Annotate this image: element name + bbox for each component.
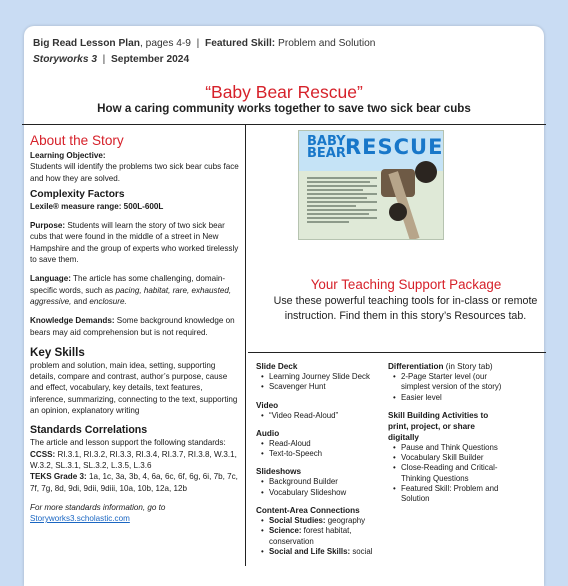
more-info-text: For more standards information, go to xyxy=(30,503,165,512)
thumbnail-title-word2: RESCUE xyxy=(345,135,443,159)
lexile-range: Lexile® measure range: 500L-600L xyxy=(30,202,163,211)
language-label: Language: xyxy=(30,274,71,283)
story-title: “Baby Bear Rescue” xyxy=(0,82,568,103)
magazine-name: Storyworks 3 xyxy=(33,54,97,65)
meta-line-2 xyxy=(33,52,375,68)
about-story-column xyxy=(30,132,240,524)
resource-link[interactable]: • Vocabulary Slideshow xyxy=(269,488,386,498)
resource-heading: Slideshows xyxy=(256,466,386,477)
knowledge-paragraph xyxy=(30,315,240,338)
about-heading: About the Story xyxy=(30,132,240,150)
resources-left-column xyxy=(256,361,386,557)
resource-link[interactable]: • Close-Reading and Critical-Thinking Questions xyxy=(401,463,508,484)
divider-horizontal xyxy=(248,352,546,353)
pages-range: , pages 4-9 xyxy=(140,38,191,49)
resource-link[interactable]: • Background Builder xyxy=(269,477,386,487)
resource-link[interactable]: • Learning Journey Slide Deck xyxy=(269,372,386,382)
featured-skill-value: Problem and Solution xyxy=(278,38,375,49)
language-words: pacing, habitat, rare, exhausted, aggressive, xyxy=(30,286,231,306)
separator: | xyxy=(103,54,106,65)
resource-heading: Skill Building Activities to print, project, or share digitally xyxy=(388,410,508,443)
standards-heading: Standards Correlations xyxy=(30,424,240,437)
language-and: and xyxy=(74,297,88,306)
knowledge-label: Knowledge Demands: xyxy=(30,316,115,325)
content-connection[interactable]: • Social and Life Skills: social xyxy=(269,547,386,557)
issue-date: September 2024 xyxy=(111,54,189,65)
resource-heading: Audio xyxy=(256,428,386,439)
story-subtitle: How a caring community works together to save two sick bear cubs xyxy=(0,102,568,115)
resource-heading: Video xyxy=(256,400,386,411)
teks-line xyxy=(30,471,240,494)
thumbnail-title-word1: BABY BEAR xyxy=(307,136,343,160)
separator: | xyxy=(197,38,200,49)
objective-label: Learning Objective: xyxy=(30,151,106,160)
more-info xyxy=(30,502,240,513)
resource-link[interactable]: • “Video Read-Aloud” xyxy=(269,411,386,421)
complexity-heading: Complexity Factors xyxy=(30,188,240,201)
language-paragraph xyxy=(30,273,240,307)
resource-link[interactable]: • Read-Aloud xyxy=(269,439,386,449)
teks-label: TEKS Grade 3: xyxy=(30,472,87,481)
resource-heading: Content-Area Connections xyxy=(256,505,386,516)
language-text: The article has some challenging, domain-specific words, such as xyxy=(30,274,225,294)
support-body: Use these powerful teaching tools for in-class or remote instruction. Find them in this story’s Resources tab. xyxy=(255,294,556,324)
content-connection[interactable]: • Science: forest habitat, conservation xyxy=(269,526,386,547)
language-last-word: enclosure. xyxy=(89,297,126,306)
standards-intro: The article and lesson support the following standards: xyxy=(30,437,240,448)
ccss-line xyxy=(30,449,240,472)
teks-text: 1a, 1c, 3a, 3b, 4, 6a, 6c, 6f, 6g, 6i, 7b, 7c, 7f, 7g, 8d, 9di, 9dii, 9diii, 10a, 10b, 12a, 12b xyxy=(30,472,238,492)
resource-link[interactable]: • Scavenger Hunt xyxy=(269,382,386,392)
key-skills-text: problem and solution, main idea, setting, supporting details, compare and contrast, author’s purpose, cause and effect, vocabulary, key details, text features, inference, summarizing, connecting to the text, supporting an opinion, explanatory writing xyxy=(30,360,240,416)
purpose-label: Purpose: xyxy=(30,221,65,230)
purpose-paragraph xyxy=(30,220,240,265)
resources-right-column xyxy=(388,361,508,505)
divider-vertical xyxy=(245,125,246,566)
resource-link[interactable]: • Easier level xyxy=(401,393,508,403)
knowledge-text: Some background knowledge on bears may aid comprehension but is not required. xyxy=(30,316,235,336)
resource-link[interactable]: • Text-to-Speech xyxy=(269,449,386,459)
featured-skill-label: Featured Skill: xyxy=(205,38,275,49)
ccss-text: RI.3.1, RI.3.2, RI.3.3, RI.3.4, RI.3.7, RI.3.8, W.3.1, W.3.2, SL.3.1, SL.3.2, L.3.5, L.3.6 xyxy=(30,450,237,470)
support-heading: Your Teaching Support Package xyxy=(250,277,562,292)
bear-cub-icon xyxy=(415,161,437,183)
key-skills-heading: Key Skills xyxy=(30,346,240,360)
bear-cub-icon xyxy=(389,203,407,221)
divider-horizontal xyxy=(22,124,546,125)
resource-link[interactable]: • 2-Page Starter level (our simplest version of the story) xyxy=(401,372,508,393)
plan-label: Big Read Lesson Plan xyxy=(33,38,140,49)
ccss-label: CCSS: xyxy=(30,450,55,459)
story-thumbnail-image xyxy=(298,130,444,240)
lesson-meta xyxy=(33,36,375,68)
content-connection[interactable]: • Social Studies: geography xyxy=(269,516,386,526)
meta-line-1 xyxy=(33,36,375,52)
resource-link[interactable]: • Featured Skill: Problem and Solution xyxy=(401,484,508,505)
resource-heading: Differentiation (in Story tab) xyxy=(388,361,508,372)
objective-text: Students will identify the problems two sick bear cubs face and how they are solved. xyxy=(30,161,240,184)
standards-link[interactable]: Storyworks3.scholastic.com xyxy=(30,514,130,523)
resource-heading: Slide Deck xyxy=(256,361,386,372)
purpose-text: Students will learn the story of two sick bear cubs that were found in the middle of a street in New Hampshire and the group of experts who worked tirelessly to save them. xyxy=(30,221,238,264)
resource-link[interactable]: • Pause and Think Questions xyxy=(401,443,508,453)
resource-link[interactable]: • Vocabulary Skill Builder xyxy=(401,453,508,463)
